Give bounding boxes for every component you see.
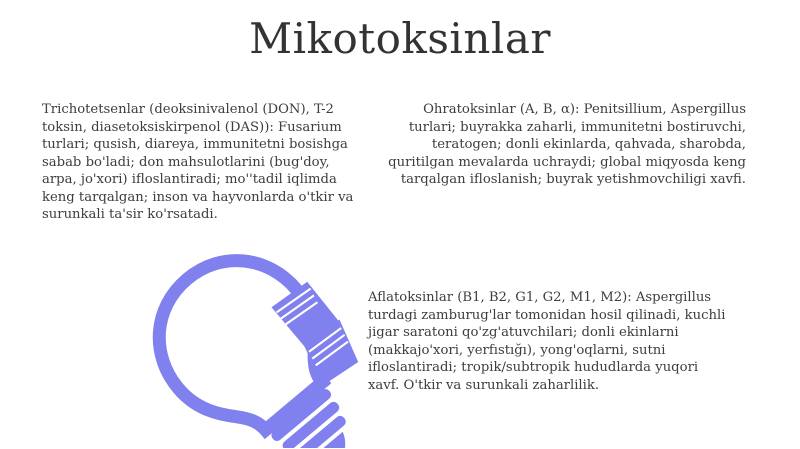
- trichothecenes-text: Trichotetsenlar (deoksinivalenol (DON), T-2 toksin, diasetoksiskirpenol (DAS)): Fusarium turlari; qusish, diareya, immunitetni bosishga sabab bo'ladi; don mahsulotlarini (bug'doy, arpa, jo'xori) ifloslantiradi; mo''tadil iqlimda keng tarqalgan; inson va hayvonlarda o'tkir va surunkali ta'sir ko'rsatadi.: [42, 102, 354, 222]
- aflatoxins-text: Aflatoksinlar (B1, B2, G1, G2, M1, M2): Aspergillus turdagi zamburug'lar tomonidan hosil qilinadi, kuchli jigar saratoni qo'zg'atuvchilari; donli ekinlarni (makkajo'xori, yerfıstığı), yong'oqlarni, sutni ifloslantiradi; tropik/subtropik hududlarda yuqori xavf. O'tkir va surunkali zaharlilik.: [368, 290, 726, 393]
- slide-title: Mikotoksinlar: [249, 14, 551, 63]
- lightbulb-book-icon: [130, 248, 360, 448]
- ochratoxins-text: Ohratoksinlar (A, B, α): Penitsillium, Aspergillus turlari; buyrakka zaharli, immunitetni bostiruvchi, teratogen; donli ekinlarda, qahvada, sharobda, quritilgan mevalarda uchraydi; global miqyosda keng tarqalgan ifloslanish; buyrak yetishmovchiligi xavfi.: [388, 102, 746, 187]
